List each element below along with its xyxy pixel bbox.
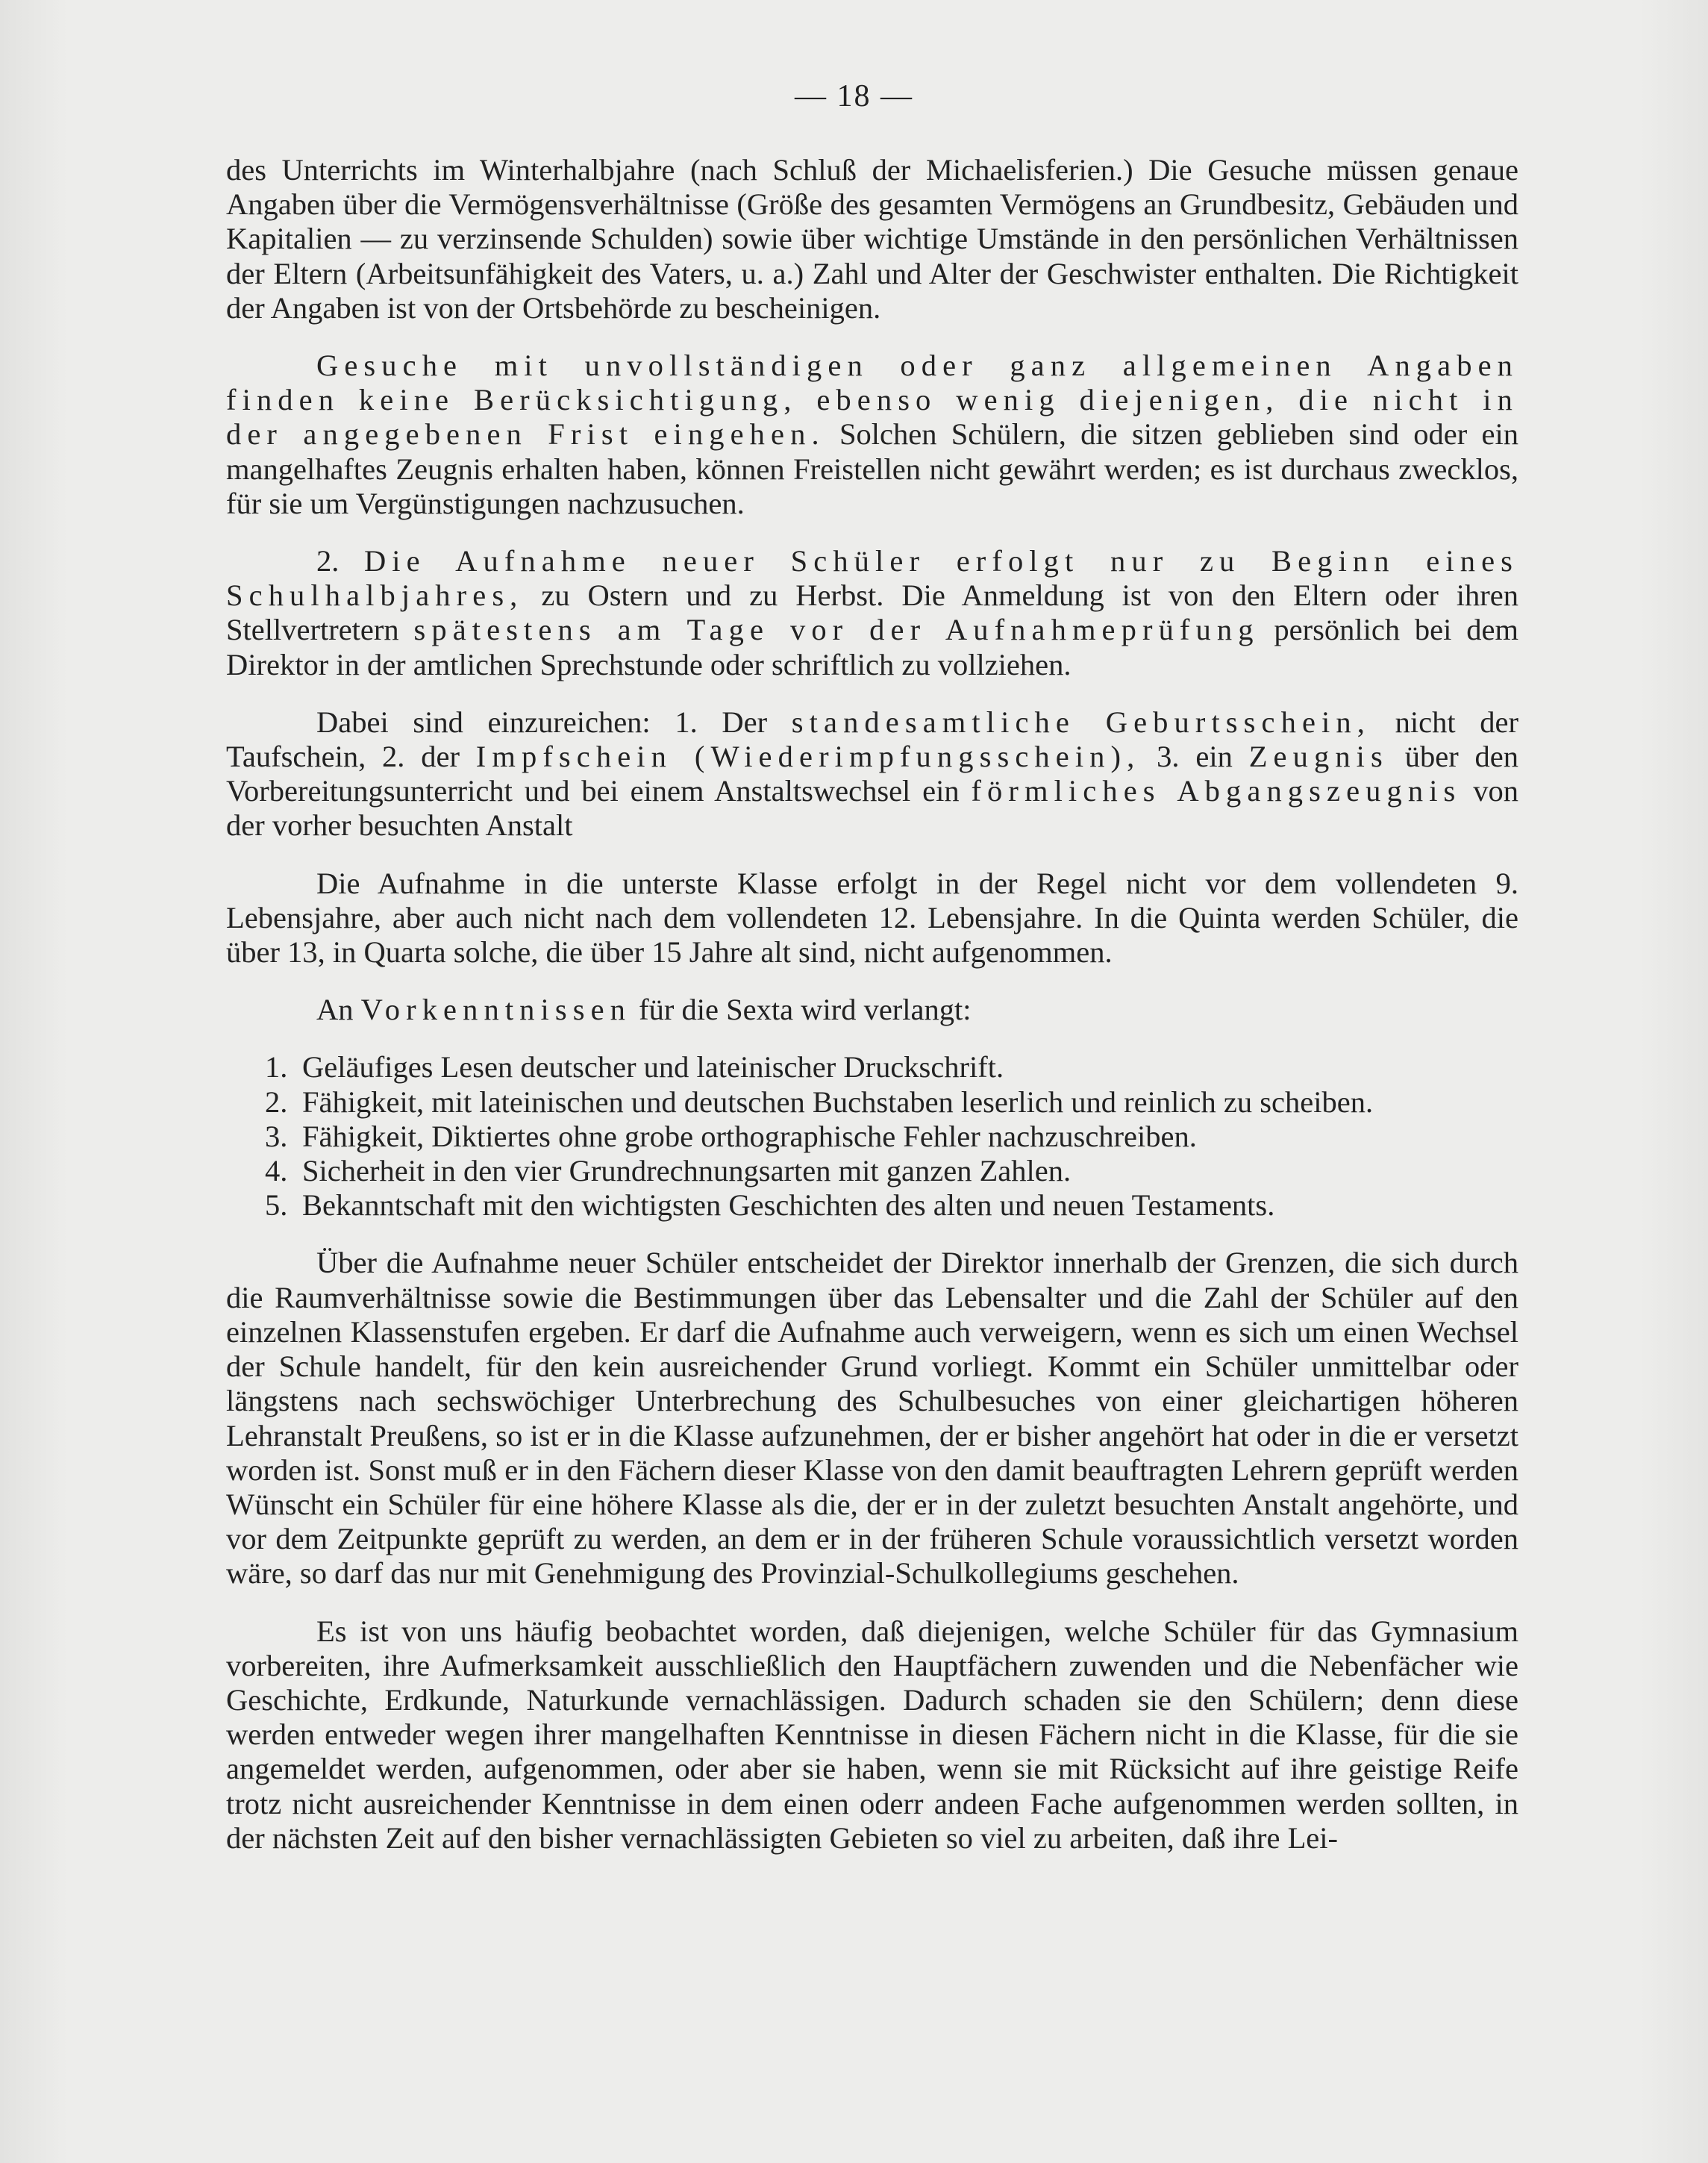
- paragraph-text: Dabei sind einzureichen: 1. Der: [316, 705, 792, 739]
- section-number: 2.: [316, 544, 364, 578]
- list-number: 4.: [265, 1154, 288, 1188]
- paragraph-text: für die Sexta wird verlangt:: [631, 993, 972, 1027]
- list-number: 1.: [265, 1050, 288, 1084]
- list-item: [265, 1154, 1518, 1188]
- text-column: [226, 153, 1518, 1855]
- spaced-emphasis: Die Aufnahme neuer Schüler erfolgt nur zu Beginn eines Schulhalbjahres,: [226, 544, 1519, 613]
- paragraph-documents: [226, 705, 1518, 843]
- spaced-emphasis: Zeugnis: [1248, 740, 1389, 774]
- list-number: 3.: [265, 1119, 288, 1153]
- paragraph-age-limits: [226, 867, 1518, 970]
- paragraph-admission-decision: [226, 1246, 1518, 1591]
- list-text: Sicherheit in den vier Grundrechnungsarten mit ganzen Zahlen.: [302, 1154, 1072, 1188]
- spaced-emphasis: spätestens am Tage vor der Aufnahmeprüfung: [413, 613, 1260, 647]
- paragraph-text: über den Vorbereitungsunterricht und bei einem Anstaltswechsel ein: [226, 740, 1518, 808]
- list-text: Fähigkeit, mit lateinischen und deutschen Buchstaben leserlich und reinlich zu scheiben.: [302, 1084, 1374, 1119]
- spaced-emphasis: Gesuche mit unvollständigen oder ganz allgemeinen Angaben finden keine Berücksichtigung, ebenso wenig diejenigen, die nicht in der angegebenen Frist eingehen.: [226, 349, 1518, 452]
- paragraph-text: des Unterrichts im Winterhalbjahre (nach Schluß der Michaelisferien.) Die Gesuche müssen genaue Angaben über die Vermögensverhältnisse (Größe des gesamten Vermögens an Grundbesitz, Gebäuden und Kapitalien — zu verzinsende Schulden) sowie über wichtige Umstände in den persönlichen Verhältnissen der Eltern (Arbeitsunfähigkeit des Vaters, u. a.) Zahl und Alter der Geschwister enthalten. Die Richtigkeit der Angaben ist von der Ortsbehörde zu bescheinigen.: [226, 153, 1518, 325]
- list-item: [265, 1050, 1518, 1084]
- list-item: [265, 1188, 1518, 1223]
- paragraph-text: Es ist von uns häufig beobachtet worden, daß diejenigen, welche Schüler für das Gymnasium vorbereiten, ihre Aufmerksamkeit ausschließlich den Hauptfächern zuwenden und die Nebenfächer wie Geschichte, Erdkunde, Naturkunde vernachlässigen. Dadurch schaden sie den Schülern; denn diese werden entweder wegen ihrer mangelhaften Kenntnisse in diesen Fächern nicht in die Klasse, für die sie angemeldet werden, aufgenommen, oder aber sie haben, wenn sie mit Rücksicht auf ihre geistige Reife trotz nicht ausreichender Kenntnisse in dem einen oderr andeen Fache aufgenommen werden sollten, in der nächsten Zeit auf den bisher vernachlässigten Gebieten so viel zu arbeiten, daß ihre Lei-: [226, 1614, 1518, 1855]
- list-item: [265, 1085, 1518, 1120]
- paragraph-text: An: [316, 993, 361, 1027]
- paragraph-admission: [226, 544, 1518, 682]
- paragraph-prerequisites-intro: [226, 993, 1518, 1027]
- page-number: — 18 —: [795, 79, 913, 113]
- paragraph-incomplete-applications: [226, 349, 1518, 521]
- list-text: Geläufiges Lesen deutscher und lateinischer Druckschrift.: [302, 1050, 1004, 1084]
- list-number: 5.: [265, 1188, 288, 1223]
- paragraph-text: Solchen Schülern, die sitzen geblieben sind oder ein mangelhaftes Zeugnis erhalten haben, können Freistellen nicht gewährt werden; es ist durchaus zwecklos, für sie um Vergünstigungen nachzusuchen.: [226, 417, 1518, 520]
- paragraph-text: Über die Aufnahme neuer Schüler entscheidet der Direktor innerhalb der Grenzen, die sich durch die Raumverhältnisse sowie die Bestimmungen über das Lebensalter und die Zahl der Schüler auf den einzelnen Klassenstufen ergeben. Er darf die Aufnahme auch verweigern, wenn es sich um einen Wechsel der Schule handelt, für den kein ausreichender Grund vorliegt. Kommt ein Schüler unmittelbar oder längstens nach sechswöchiger Unterbrechung des Schulbesuches von einer gleichartigen höheren Lehranstalt Preußens, so ist er in die Klasse aufzunehmen, der er bisher angehört hat oder in die er versetzt worden ist. Sonst muß er in den Fächern dieser Klasse von den damit beauftragten Lehrern geprüft werden Wünscht ein Schüler für eine höhere Klasse als die, der er in der zuletzt besuchten Anstalt angehörte, und vor dem Zeitpunkte geprüft zu werden, an dem er in der früheren Schule voraussichtlich versetzt worden wäre, so darf das nur mit Genehmigung des Provinzial-Schulkollegiums geschehen.: [226, 1246, 1518, 1591]
- spaced-emphasis: förmliches Abgangszeugnis: [971, 774, 1462, 808]
- paragraph-text: persönlich bei dem Direktor in der amtlichen Sprechstunde oder schriftlich zu vollziehen.: [226, 613, 1518, 681]
- paragraph-text: zu Ostern und zu Herbst. Die Anmeldung ist von den Eltern oder ihren Stellvertretern: [226, 578, 1518, 647]
- list-text: Bekanntschaft mit den wichtigsten Geschichten des alten und neuen Testaments.: [302, 1188, 1275, 1223]
- spaced-emphasis: Impfschein (Wiederimpfungsschein),: [475, 740, 1141, 774]
- paragraph-text: von der vorher besuchten Anstalt: [226, 774, 1518, 843]
- paragraph-application-details: [226, 153, 1518, 325]
- spaced-emphasis: Vorkenntnissen: [360, 993, 632, 1027]
- paragraph-text: Die Aufnahme in die unterste Klasse erfolgt in der Regel nicht vor dem vollendeten 9. Lebensjahre, aber auch nicht nach dem vollendeten 12. Lebensjahre. In die Quinta werden Schüler, die über 13, in Quarta solche, die über 15 Jahre alt sind, nicht aufgenommen.: [226, 866, 1518, 970]
- spaced-emphasis: standesamtliche Geburtsschein,: [791, 705, 1371, 739]
- prerequisites-list: [226, 1050, 1518, 1223]
- paragraph-preparation-note: [226, 1614, 1518, 1855]
- list-number: 2.: [265, 1084, 288, 1119]
- list-text: Fähigkeit, Diktiertes ohne grobe orthographische Fehler nachzuschreiben.: [302, 1119, 1197, 1153]
- paragraph-text: nicht der Taufschein, 2. der: [226, 705, 1518, 774]
- list-item: [265, 1120, 1518, 1154]
- paragraph-text: 3. ein: [1140, 740, 1249, 774]
